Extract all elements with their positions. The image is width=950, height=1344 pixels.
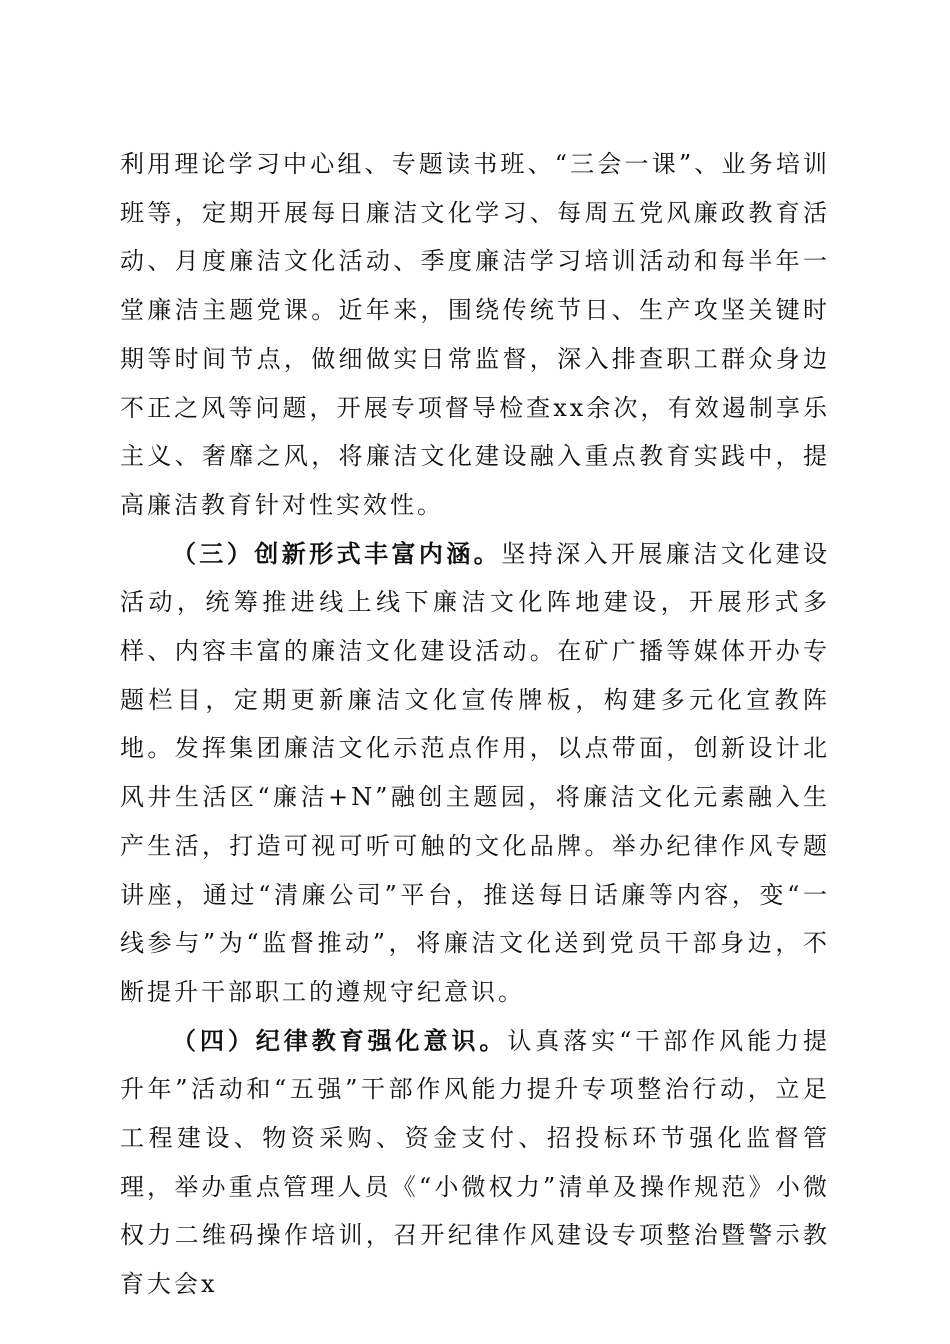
paragraph-body: 认真落实“干部作风能力提升年”活动和“五强”干部作风能力提升专项整治行动，立足工程建设、物资采购、资金支付、招投标环节强化监督管理，举办重点管理人员《“小微权力”清单及操作规范》小微权力二维码操作培训，召开纪律作风建设专项整治暨警示教育大会x [120, 1026, 830, 1299]
section-heading-3: （三）创新形式丰富内涵。 [172, 538, 502, 568]
paragraph-section-4 [120, 1017, 830, 1309]
paragraph-body: 利用理论学习中心组、专题读书班、“三会一课”、业务培训班等，定期开展每日廉洁文化学习、每周五党风廉政教育活动、月度廉洁文化活动、季度廉洁学习培训活动和每半年一堂廉洁主题党课。近年来，围绕传统节日、生产攻坚关键时期等时间节点，做细做实日常监督，深入排查职工群众身边不正之风等问题，开展专项督导检查xx余次，有效遏制享乐主义、奢靡之风，将廉洁文化建设融入重点教育实践中，提高廉洁教育针对性实效性。 [120, 150, 830, 519]
paragraph-body: 坚持深入开展廉洁文化建设活动，统筹推进线上线下廉洁文化阵地建设，开展形式多样、内容丰富的廉洁文化建设活动。在矿广播等媒体开办专题栏目，定期更新廉洁文化宣传牌板，构建多元化宣教阵地。发挥集团廉洁文化示范点作用，以点带面，创新设计北风井生活区“廉洁+N”融创主题园，将廉洁文化元素融入生产生活，打造可视可听可触的文化品牌。举办纪律作风专题讲座，通过“清廉公司”平台，推送每日话廉等内容，变“一线参与”为“监督推动”，将廉洁文化送到党员干部身边，不断提升干部职工的遵规守纪意识。 [120, 539, 831, 1006]
paragraph-section-3 [120, 530, 830, 1017]
section-heading-4: （四）纪律教育强化意识。 [172, 1025, 508, 1055]
document-body [120, 140, 830, 1309]
paragraph-continuation [120, 140, 830, 530]
